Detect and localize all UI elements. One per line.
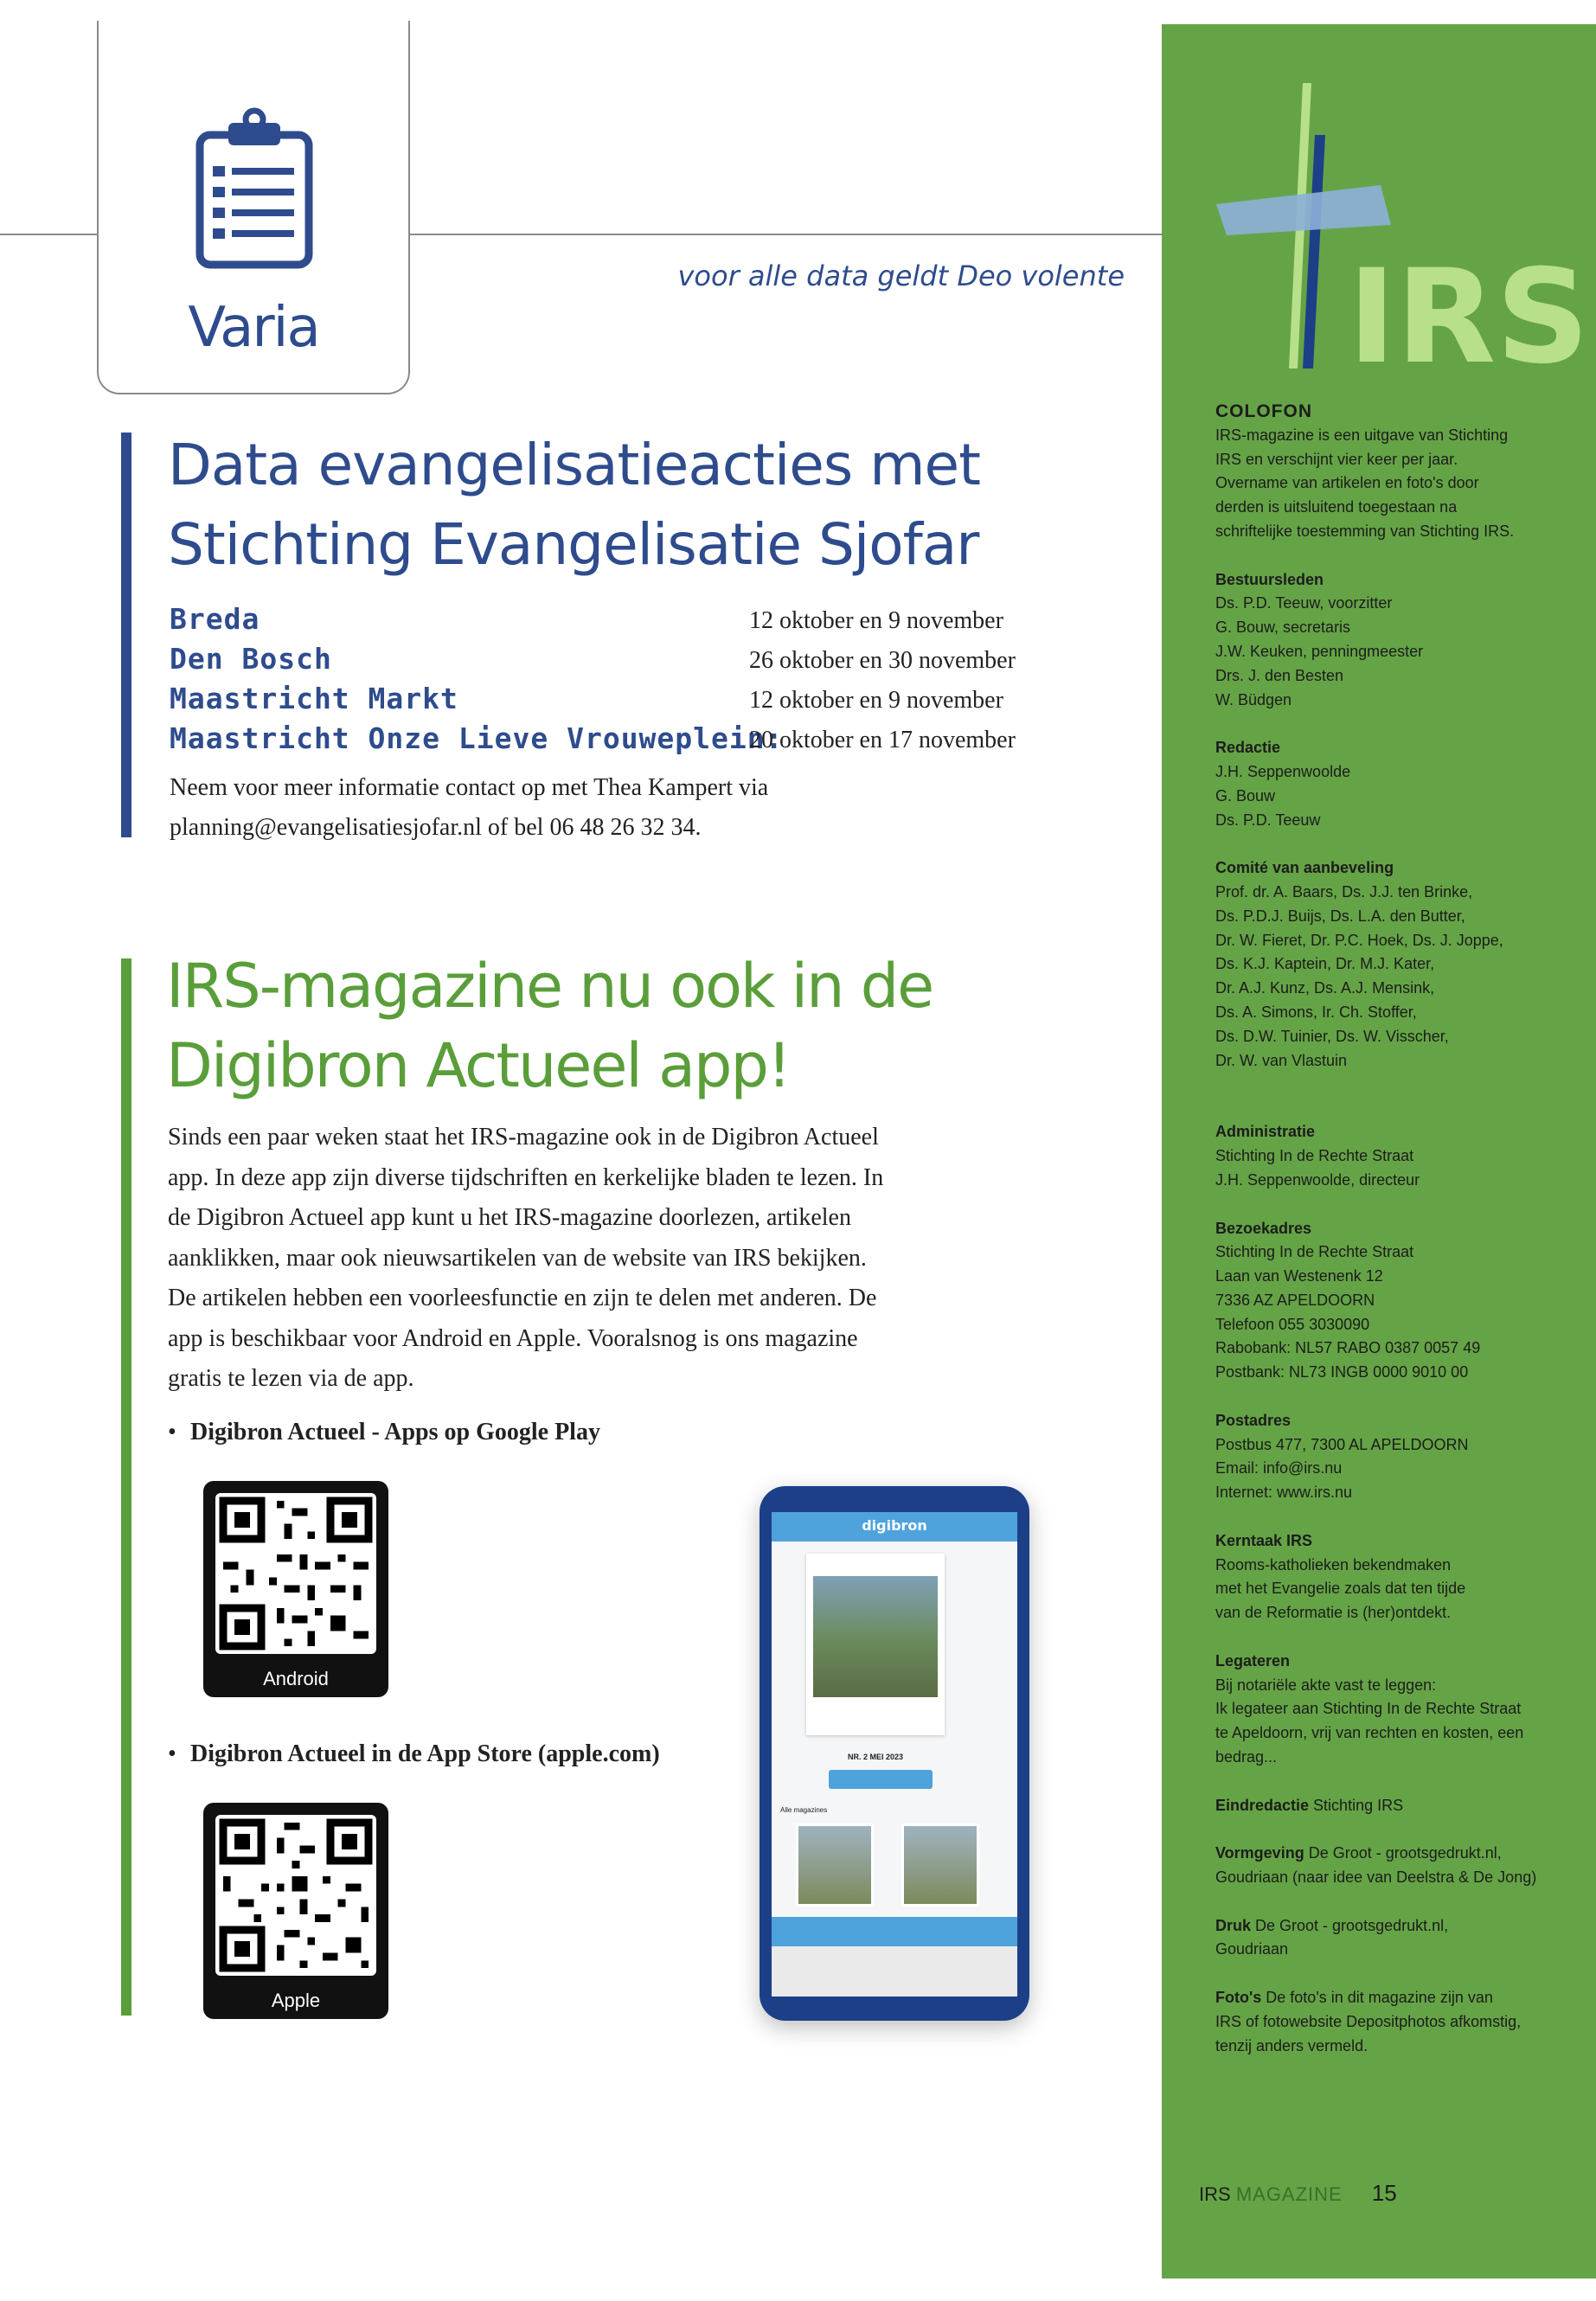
event-dates: 26 oktober en 30 november bbox=[749, 647, 1016, 674]
colofon-intro: IRS-magazine is een uitgave van Stichting IRS en verschijnt vier keer per jaar. Overname van artikelen en foto's door derden is uitsluitend toegestaan na schriftelijke toestemming van Stichting IRS. bbox=[1215, 426, 1515, 540]
footer-magazine: MAGAZINE bbox=[1235, 2183, 1343, 2205]
irs-logo bbox=[1211, 83, 1590, 393]
colofon-bezoekadres: Bezoekadres Stichting In de Rechte Straat Laan van Westenenk 12 7336 AZ APELDOORN Telefoon 055 3030090 Rabobank: NL57 RABO 0387 0057 49 Postbank: NL73 INGB 0000 9010 00 bbox=[1215, 1219, 1481, 1381]
all-magazines-label: Alle magazines bbox=[780, 1806, 828, 1814]
digibron-heading: IRS-magazine nu ook in de Digibron Actueel app! bbox=[166, 951, 933, 1101]
digibron-body: Sinds een paar weken staat het IRS-magazine ook in de Digibron Actueel app. In deze app zijn diverse tijdschriften en kerkelijke bladen te lezen. In de Digibron Actueel app kunt u het IRS-magazine doorlezen, artikelen aanklikken, maar ook nieuwsartikelen van de website van IRS bekijken. De artikelen hebben een voorleesfunctie en zijn te delen met anderen. De app is beschikbaar voor Android en Apple. Vooralsnog is ons magazine gratis te lezen via de app. bbox=[168, 1124, 884, 1392]
colofon bbox=[1215, 400, 1561, 2082]
colofon-admin: Administratie Stichting In de Rechte Straat J.H. Seppenwoolde, directeur bbox=[1215, 1123, 1420, 1189]
app-header bbox=[772, 1512, 1017, 1541]
colofon-fotos: Foto's De foto's in dit magazine zijn van IRS of fotowebsite Depositphotos afkomstig, tenzij anders vermeld. bbox=[1215, 1989, 1522, 2054]
app-store-link[interactable]: Digibron Actueel in de App Store (apple.com) bbox=[190, 1740, 660, 1767]
colofon-postadres: Postadres Postbus 477, 7300 AL APELDOORN Email: info@irs.nu Internet: www.irs.nu bbox=[1215, 1411, 1469, 1502]
qr-code-icon bbox=[215, 1815, 376, 1976]
header-rule-left bbox=[0, 234, 97, 235]
qr-apple-label: Apple bbox=[271, 1990, 321, 2011]
event-dates: 20 oktober en 17 november bbox=[749, 727, 1016, 753]
colofon-bestuur: Bestuursleden Ds. P.D. Teeuw, voorzitter G. Bouw, secretaris J.W. Keuken, penningmeester Drs. J. den Besten W. Büdgen bbox=[1215, 570, 1424, 708]
cover-photo bbox=[813, 1576, 938, 1697]
event-dates: 12 oktober en 9 november bbox=[749, 687, 1003, 714]
clipboard-list-icon bbox=[195, 107, 313, 272]
section-tab bbox=[97, 21, 410, 394]
section-bar-blue bbox=[121, 433, 131, 837]
event-city: Maastricht Onze Lieve Vrouweplein: bbox=[170, 721, 784, 755]
event-city: Den Bosch bbox=[170, 642, 332, 676]
header-rule-right bbox=[407, 234, 1162, 235]
phone-mockup bbox=[760, 1486, 1029, 2021]
event-city: Breda bbox=[170, 602, 260, 636]
bullet-icon: • bbox=[168, 1419, 176, 1445]
bullet-icon: • bbox=[168, 1740, 176, 1767]
google-play-link-item[interactable] bbox=[168, 1419, 600, 1446]
footer-irs: IRS bbox=[1199, 2183, 1231, 2205]
contact-info: Neem voor meer informatie contact op met Thea Kampert via planning@evangelisatiesjofar.nl of bel 06 48 26 32 34. bbox=[170, 774, 769, 841]
svg-text:IRS: IRS bbox=[1348, 242, 1590, 393]
event-row bbox=[170, 682, 1035, 721]
magazine-thumb bbox=[796, 1823, 874, 1907]
app-logo: digibron bbox=[862, 1517, 927, 1534]
colofon-kerntaak: Kerntaak IRS Rooms-katholieken bekendmaken met het Evangelie zoals dat ten tijde van de Reformatie is (her)ontdekt. bbox=[1215, 1531, 1466, 1622]
section-bar-green bbox=[121, 958, 131, 2016]
page-number: 15 bbox=[1371, 2180, 1397, 2206]
section-title: Varia bbox=[188, 296, 319, 360]
event-list bbox=[170, 602, 1035, 761]
event-dates: 12 oktober en 9 november bbox=[749, 607, 1003, 634]
magazine-thumb bbox=[901, 1823, 979, 1907]
qr-android[interactable] bbox=[203, 1481, 388, 1697]
event-row bbox=[170, 602, 1035, 642]
event-row bbox=[170, 642, 1035, 682]
system-nav-bar bbox=[772, 1946, 1017, 1997]
google-play-link[interactable]: Digibron Actueel - Apps op Google Play bbox=[190, 1419, 600, 1445]
magazine-cover bbox=[806, 1554, 945, 1735]
colofon-eindredactie: Eindredactie Stichting IRS bbox=[1215, 1796, 1404, 1814]
event-city: Maastricht Markt bbox=[170, 682, 458, 715]
app-nav-bar bbox=[772, 1917, 1017, 1946]
evangelisation-heading: Data evangelisatieacties met Stichting Evangelisatie Sjofar bbox=[168, 432, 981, 578]
qr-android-label: Android bbox=[263, 1668, 329, 1689]
deo-volente-note: voor alle data geldt Deo volente bbox=[677, 260, 1125, 292]
phone-screen bbox=[772, 1512, 1017, 1997]
colofon-vormgeving: Vormgeving De Groot - grootsgedrukt.nl, Goudriaan (naar idee van Deelstra & De Jong) bbox=[1215, 1844, 1537, 1887]
qr-code-icon bbox=[215, 1493, 376, 1654]
colofon-druk: Druk De Groot - grootsgedrukt.nl, Goudriaan bbox=[1215, 1916, 1449, 1958]
issue-date: NR. 2 MEI 2023 bbox=[847, 1753, 904, 1761]
colofon-redactie: Redactie J.H. Seppenwoolde G. Bouw Ds. P.D. Teeuw bbox=[1215, 739, 1351, 829]
app-store-link-item[interactable] bbox=[168, 1740, 660, 1768]
page-footer bbox=[1199, 2180, 1397, 2207]
qr-apple[interactable] bbox=[203, 1803, 388, 2019]
colofon-comite: Comité van aanbeveling Prof. dr. A. Baars, Ds. J.J. ten Brinke, Ds. P.D.J. Buijs, Ds. L.A. den Butter, Dr. W. Fieret, Dr. P.C. Hoek, Ds. J. Joppe, Ds. K.J. Kaptein, Dr. M.J. Kater, Dr. A.J. Kunz, Ds. A.J. Mensink, Ds. A. Simons, Ir. Ch. Stoffer, Ds. D.W. Tuinier, Ds. W. Visscher, Dr. W. van Vlastuin bbox=[1215, 859, 1503, 1069]
event-row bbox=[170, 721, 1035, 761]
read-button bbox=[829, 1770, 933, 1789]
colofon-title: COLOFON bbox=[1215, 401, 1312, 421]
colofon-legateren: Legateren Bij notariële akte vast te leggen: Ik legateer aan Stichting In de Rechte Straat te Apeldoorn, vrij van rechten en kosten, een bedrag... bbox=[1215, 1651, 1524, 1766]
